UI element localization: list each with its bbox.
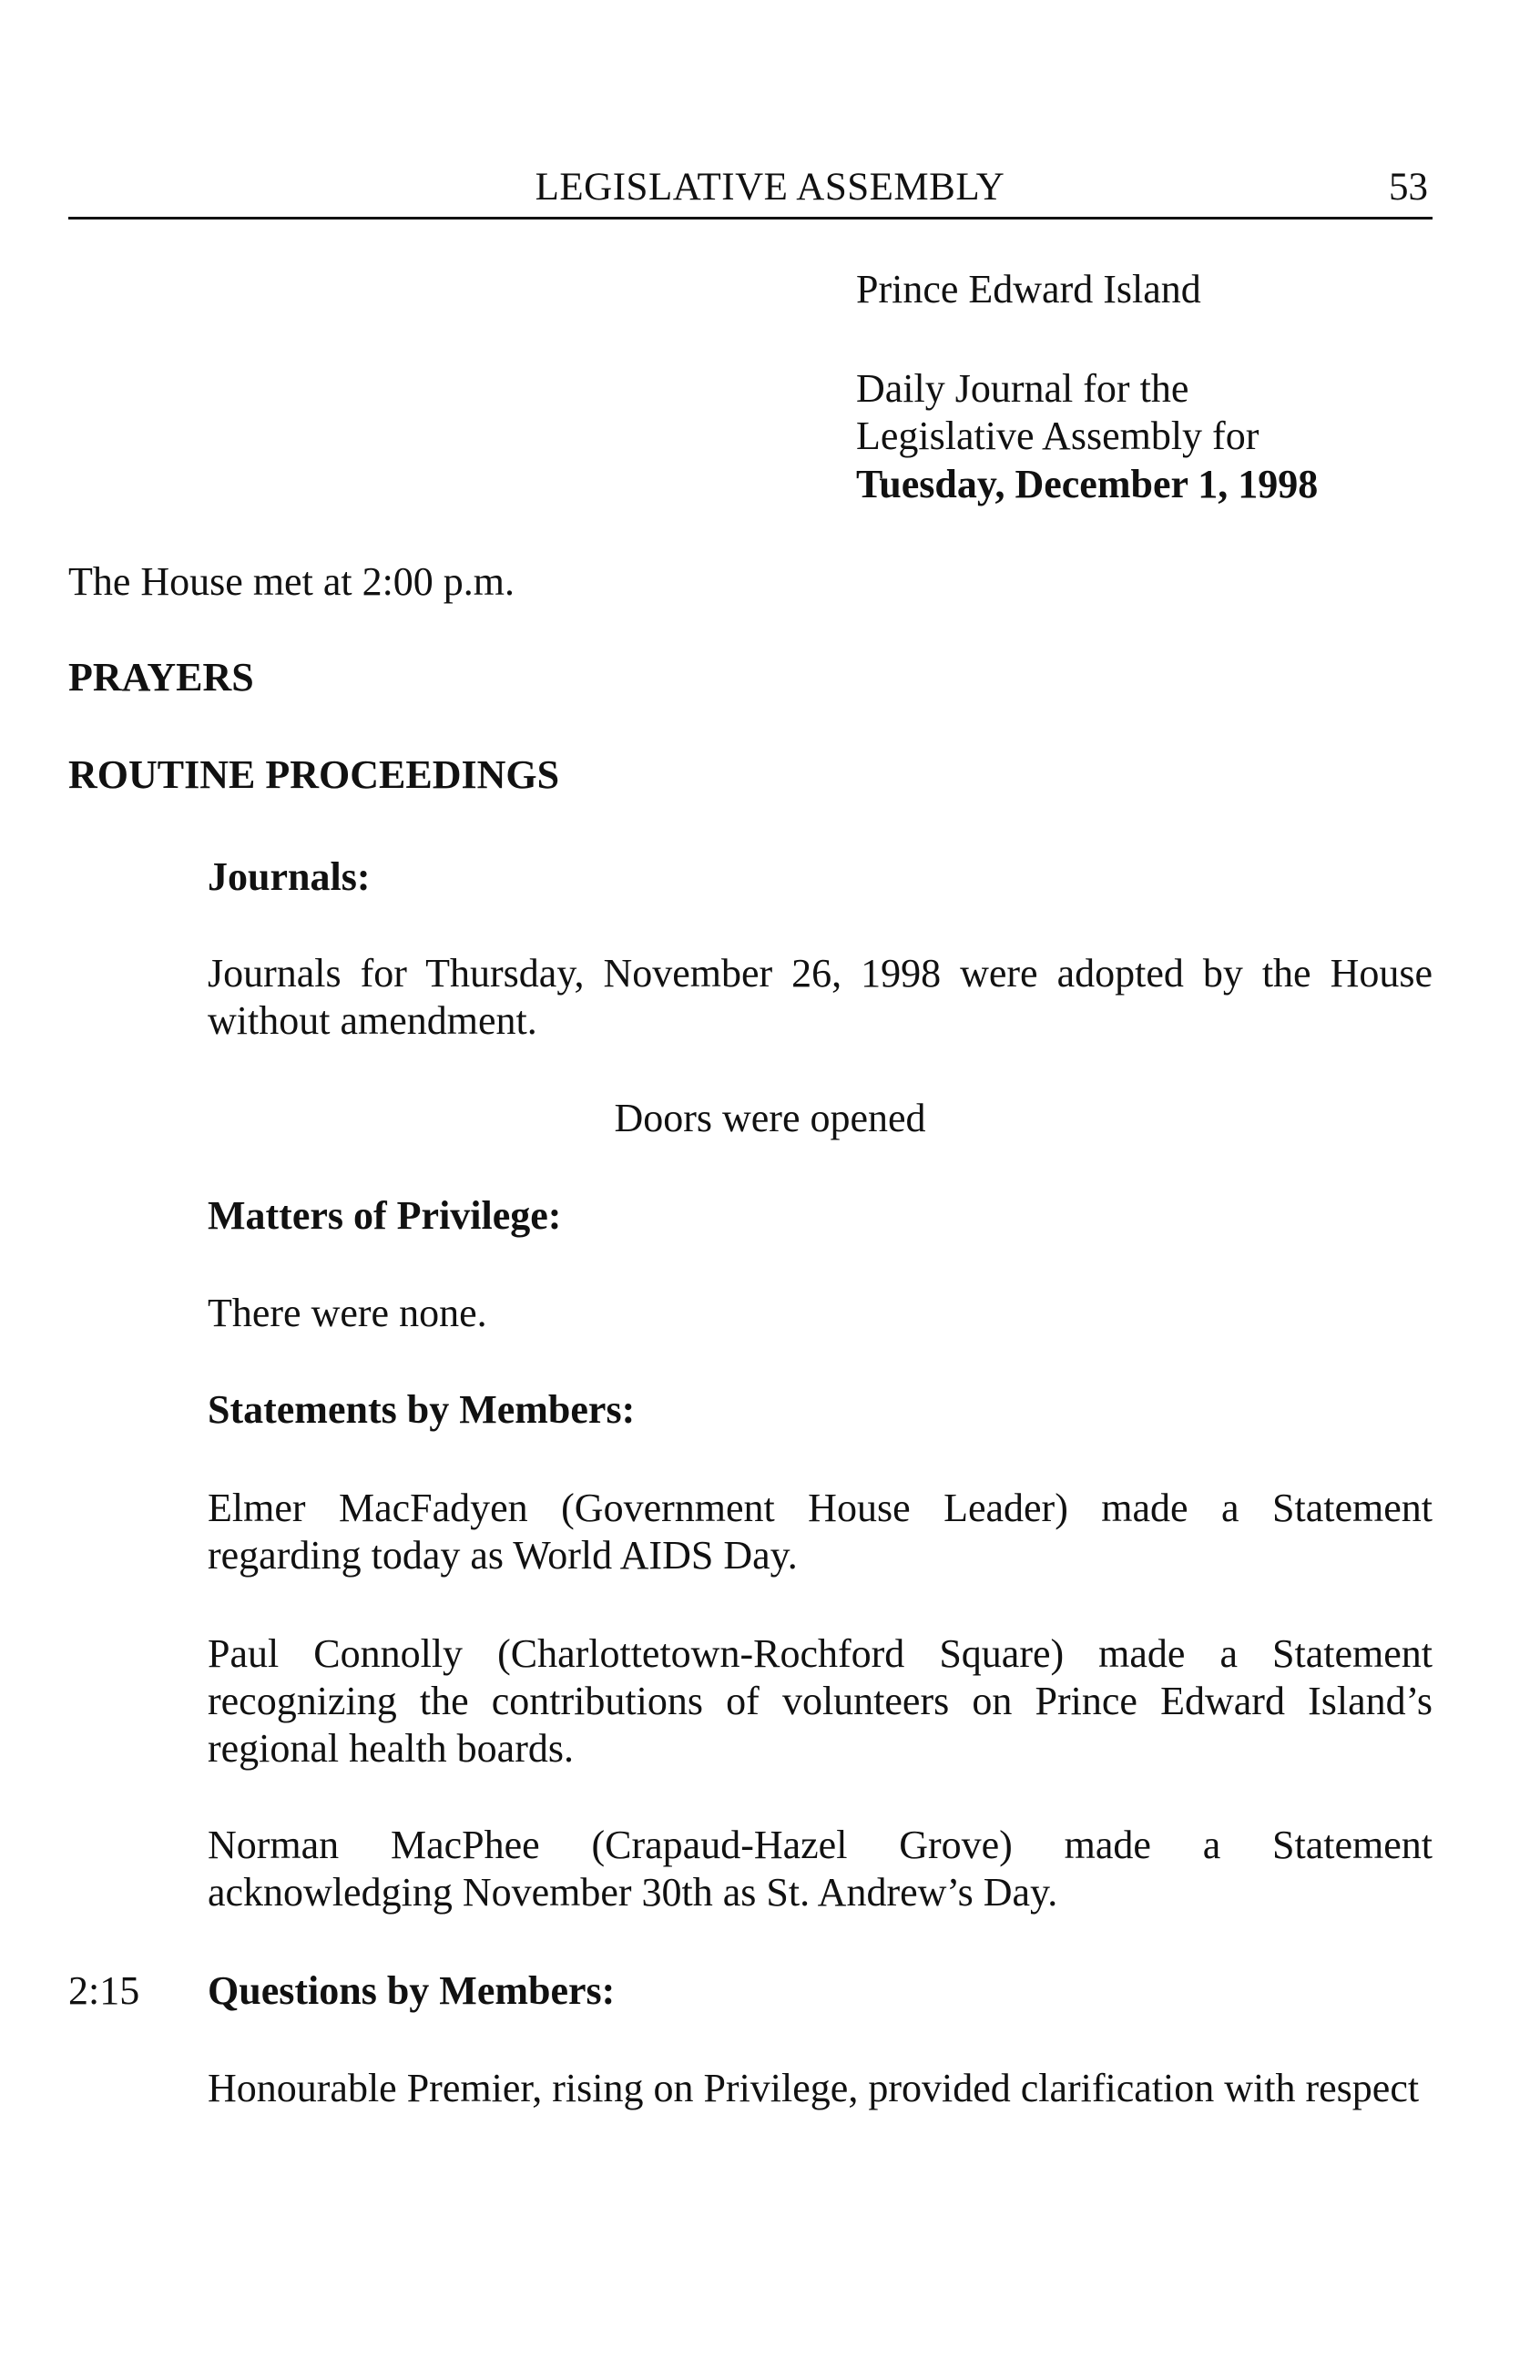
province-name: Prince Edward Island	[856, 267, 1201, 312]
prayers-heading: PRAYERS	[68, 655, 254, 700]
page-number: 53	[1389, 166, 1428, 209]
statement-macphee: Norman MacPhee (Crapaud-Hazel Grove) made a Statement acknowledging November 30th as St. Andrew’s Day.	[208, 1823, 1433, 1915]
doors-opened-note: Doors were opened	[614, 1096, 926, 1140]
journals-text: Journals for Thursday, November 26, 1998 were adopted by the House without amendment.	[208, 951, 1433, 1043]
privilege-heading: Matters of Privilege:	[208, 1193, 562, 1238]
questions-time: 2:15	[68, 1968, 140, 2013]
statement-connolly: Paul Connolly (Charlottetown-Rochford Square) made a Statement recognizing the contributions of volunteers on Prince Edward Island’s regional health boards.	[208, 1631, 1433, 1771]
header-rule	[68, 217, 1433, 220]
statements-heading: Statements by Members:	[208, 1387, 636, 1432]
questions-text: Honourable Premier, rising on Privilege, provided clarification with respect	[208, 2066, 1420, 2110]
house-met-time: The House met at 2:00 p.m.	[68, 559, 515, 604]
journal-date: Tuesday, December 1, 1998	[856, 462, 1319, 506]
questions-heading: Questions by Members:	[208, 1968, 616, 2013]
statement-macfadyen: Elmer MacFadyen (Government House Leader) made a Statement regarding today as World AIDS Day.	[208, 1486, 1433, 1578]
routine-proceedings-heading: ROUTINE PROCEEDINGS	[68, 752, 560, 797]
journals-heading: Journals:	[208, 854, 371, 899]
journal-title-line-1: Daily Journal for the	[856, 366, 1189, 411]
privilege-text: There were none.	[208, 1291, 487, 1335]
journal-title-line-2: Legislative Assembly for	[856, 414, 1260, 458]
running-header-title: LEGISLATIVE ASSEMBLY	[535, 166, 1005, 209]
